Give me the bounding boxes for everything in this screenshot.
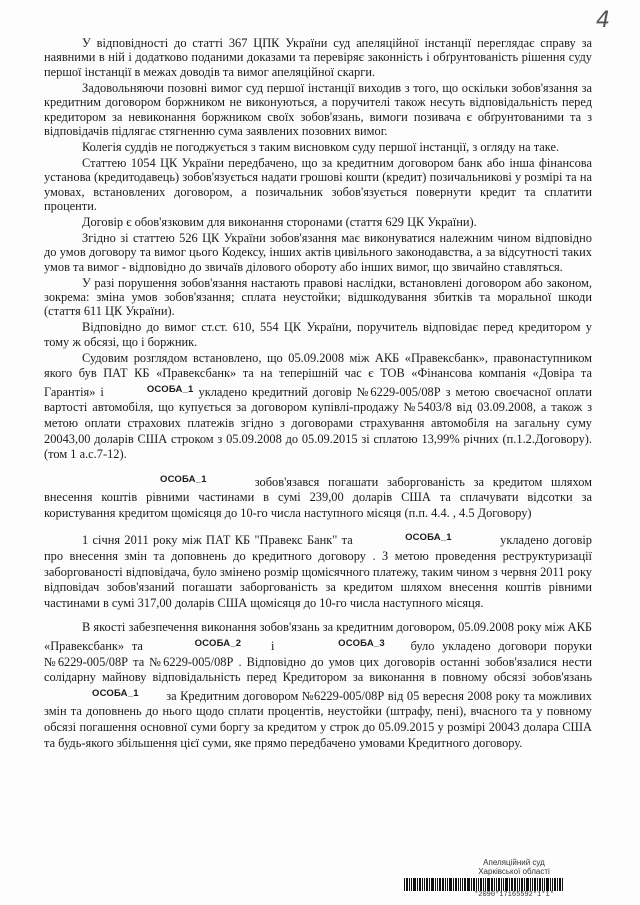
document-body: [44, 36, 592, 753]
barcode-bar: [487, 878, 490, 891]
barcode-bar: [419, 878, 421, 891]
barcode-bar: [494, 878, 495, 891]
barcode-bar: [498, 878, 500, 891]
barcode-bar: [503, 878, 504, 891]
barcode-icon: [404, 878, 624, 891]
barcode-bar: [413, 878, 416, 891]
barcode-bar: [519, 878, 520, 891]
paragraph-6: Згідно зі статтею 526 ЦК України зобов'язання має виконуватися належним чином відповідно до умов договору та вимог цього Кодексу, інших актів цивільного законодавства, а за відсутності таких умов та вимог - відповідно до звичаїв ділового обороту або інших вимог, що звичайно ставляться.: [44, 230, 592, 274]
barcode-bar: [550, 878, 551, 891]
paragraph-11: [44, 530, 592, 611]
barcode-bar: [544, 878, 545, 891]
barcode-bar: [530, 878, 531, 891]
barcode-bar: [517, 878, 518, 891]
barcode-bar: [521, 878, 523, 891]
barcode-bar: [431, 878, 434, 891]
court-name-line-1: Апеляційний суд: [483, 858, 545, 867]
barcode-bar: [409, 878, 410, 891]
barcode-bar: [406, 878, 408, 891]
page-number: 4: [596, 8, 610, 33]
paragraph-9-text-a: Судовим розглядом встановлено, що 05.09.2008 між АКБ «Правексбанк», правонаступником якого був ПАТ КБ «Правексбанк» та на теперішній час є ТОВ «Фінансова компанія «Довіра та Гарантія» і: [44, 350, 592, 399]
barcode-bar: [426, 878, 428, 891]
paragraph-2: Задовольняючи позовні вимог суд першої інстанції виходив з того, що оскільки зобов'язання за кредитним договором боржником не виконуються, а поручителі також несуть відповідальність перед кредитором за невиконання боржником своїх зобов'язань, вимоги позивача є обґрунтованими та з відповідачів підлягає стягненню сума заявлених позовних вимог.: [44, 80, 592, 138]
paragraph-12: [44, 620, 592, 751]
barcode-bar: [537, 878, 538, 891]
paragraph-11-text-b: укладено договір про внесення змін та доповнень до кредитного договору . З метою проведення реструктуризації заборгованості відповідача, було змінено розмір щомісячного платежу, таким чином з червня 2011 року відповідач зобов'язаний погашати заборгованість за кредитом шляхом внесення коштів рівними частинами в сумі 317,00 доларів США щомісяця до 10-го числа наступного місяця.: [44, 533, 592, 610]
barcode-bar: [417, 878, 418, 891]
barcode-bar: [514, 878, 516, 891]
barcode-bar: [460, 878, 461, 891]
barcode-bar: [442, 878, 444, 891]
barcode-bar: [552, 878, 553, 891]
barcode-bar: [429, 878, 430, 891]
barcode-bar: [491, 878, 493, 891]
paragraph-9-text-b: укладено кредитний договір №6229-005/08Р з метою своєчасної оплати вартості автомобіля, що купується за договором купівлі-продажу №5403/8 від 03.09.2008, а також з метою оплати страхових платежів згідно з договорами страхування автомобіля на загальну суму 20043,00 доларів США строком з 05.09.2008 до 05.09.2015 зі сплатою 13,99% річних (п.1.2.Договору). (том 1 а.с.7-12).: [44, 384, 592, 462]
barcode-bar: [509, 878, 510, 891]
redaction-label: ОСОБА_2: [194, 638, 242, 650]
redaction-label: ОСОБА_3: [338, 638, 385, 650]
barcode-bar: [462, 878, 463, 891]
barcode-bar: [439, 878, 441, 891]
barcode-bar: [473, 878, 475, 891]
barcode-bar: [534, 878, 536, 891]
paragraph-3: Колегія суддів не погоджується з таким висновком суду першої інстанції, з огляду на таке.: [82, 139, 560, 154]
barcode-bar: [554, 878, 556, 891]
paragraph-10: [44, 472, 592, 522]
redaction-label: ОСОБА_1: [160, 473, 207, 485]
paragraph-4: Статтею 1054 ЦК України передбачено, що за кредитним договором банк або інша фінансова установа (кредитодавець) зобов'язується надати грошові кошти (кредит) позичальникові у розмірі та на умовах, встановлених договором, а позичальник зобов'язується повернути кредит та сплатити проценти.: [44, 155, 592, 213]
barcode-bar: [557, 878, 558, 891]
barcode-bar: [476, 878, 477, 891]
barcode-bar: [546, 878, 549, 891]
paragraph-11-text-a: 1 січня 2011 року між ПАТ КБ "Правекс Банк" та: [82, 533, 353, 548]
redaction-label: ОСОБА_1: [405, 532, 452, 544]
barcode-bar: [455, 878, 457, 891]
barcode-bar: [435, 878, 436, 891]
paragraph-12-text-d: за Кредитним договором №6229-005/08Р від 05 вересня 2008 року та можливих змін та доповнень до нього щодо сплати процентів, неустойки (штрафу, пені), вчасного та у повному обсязі погашення основної суми боргу за кредитом у строк до 05.09.2015 у розмірі 20043 долара США та будь-якого збільшення цієї суми, яке прямо передбачено умовами Кредитного договору.: [44, 688, 592, 750]
barcode-bar: [411, 878, 412, 891]
barcode-bar: [478, 878, 479, 891]
barcode-bar: [501, 878, 502, 891]
paragraph-8: Відповідно до вимог ст.ст. 610, 554 ЦК України, поручитель відповідає перед кредитором у тому ж обсязі, що і боржник.: [44, 320, 592, 349]
barcode-bar: [526, 878, 529, 891]
barcode-bar: [559, 878, 561, 891]
barcode-bar: [483, 878, 484, 891]
paragraph-5: Договір є обов'язковим для виконання сторонами (стаття 629 ЦК України).: [82, 214, 477, 229]
barcode-bar: [424, 878, 425, 891]
barcode-bar: [532, 878, 533, 891]
paragraph-9: [44, 351, 592, 463]
barcode-bar: [485, 878, 486, 891]
court-stamp: [404, 858, 624, 899]
paragraph-1: У відповідності до статті 367 ЦПК України суд апеляційної інстанції переглядає справу за наявними в ній і додатково поданими доказами та перевіряє законність і обґрунтованість рішення суду першої інстанції в межах доводів та вимог апеляційної скарги.: [44, 36, 592, 79]
barcode-bar: [480, 878, 482, 891]
barcode-bar: [471, 878, 472, 891]
paragraph-12-text-a: В якості забезпечення виконання зобов'язань за кредитним договором, 05.09.2008 року між АКБ «Правексбанк» та: [44, 620, 592, 654]
paragraph-7: У разі порушення зобов'язання настають правові наслідки, встановлені договором або законом, зокрема: зміна умов зобов'язання; сплата неустойки; відшкодування збитків та моральної шкоди (стаття 611 ЦК України).: [44, 275, 592, 319]
court-name-line-2: Харківської області: [478, 867, 550, 876]
barcode-bar: [539, 878, 541, 891]
barcode-bar: [449, 878, 452, 891]
barcode-bar: [542, 878, 543, 891]
barcode-bar: [422, 878, 423, 891]
barcode-bar: [404, 878, 405, 891]
barcode-bar: [437, 878, 438, 891]
paragraph-10-text: зобов'язався погашати заборгованість за кредитом шляхом внесення коштів рівними частинами в сумі 239,00 доларів США та сплачувати відсотки за користування кредитом щомісяця до 10-го числа наступного місяця (п.п. 4.4. , 4.5 Договору): [44, 474, 592, 520]
barcode-bar: [511, 878, 513, 891]
barcode-bar: [458, 878, 459, 891]
barcode-bar: [464, 878, 466, 891]
barcode-bar: [453, 878, 454, 891]
barcode-bar: [445, 878, 446, 891]
barcode-bar: [467, 878, 470, 891]
redaction-label: ОСОБА_1: [92, 687, 139, 699]
barcode-bar: [447, 878, 448, 891]
barcode-bar: [496, 878, 497, 891]
paragraph-12-text-c: було укладено договори поруки №6229-005/08Р та №6229-005/08Р . Відповідно до умов цих договорів останні зобов'язалися нести солідарну майнову відповідальність перед Кредитором за виконання в повному обсязі зобов'язань: [44, 639, 592, 685]
barcode-bar: [524, 878, 525, 891]
paragraph-12-text-b: і: [271, 639, 275, 654]
barcode-bar: [505, 878, 508, 891]
barcode-code: *2090*17165592*1*1*: [474, 891, 554, 899]
barcode-bar: [562, 878, 563, 891]
redaction-label: ОСОБА_1: [146, 383, 194, 395]
